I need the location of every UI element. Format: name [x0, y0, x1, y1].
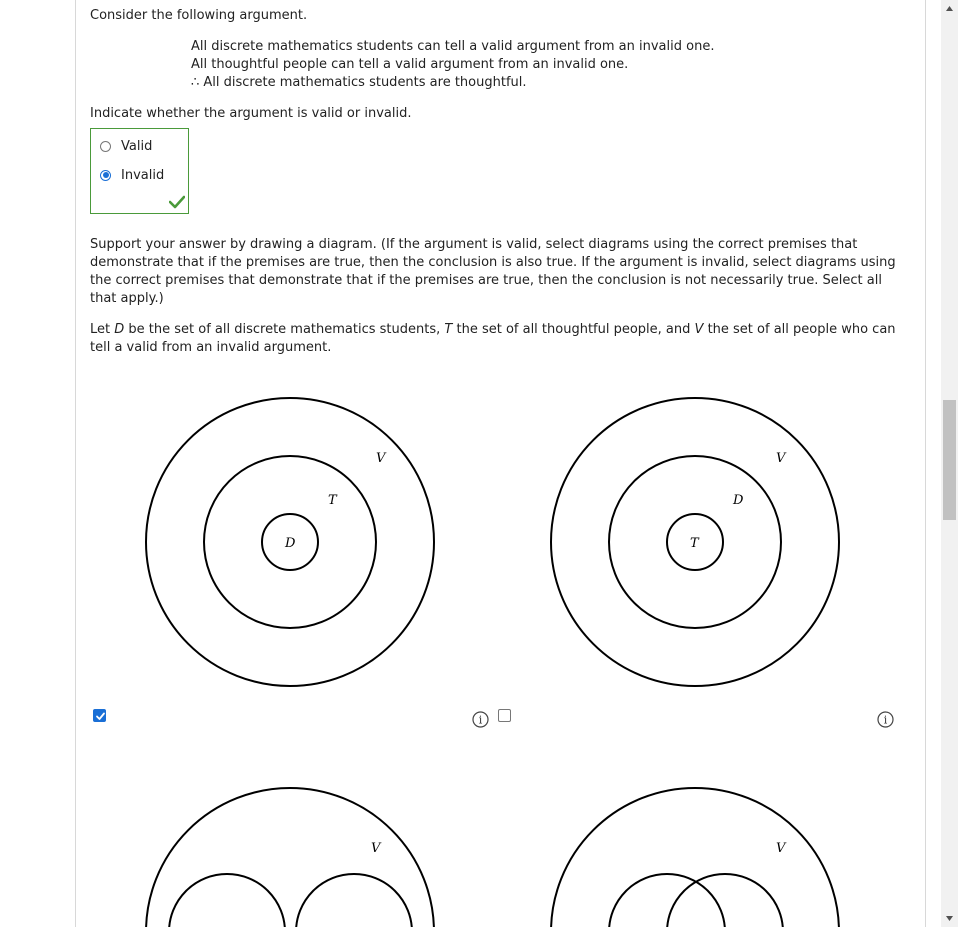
label-v: V: [776, 451, 786, 466]
question-intro: Consider the following argument.: [90, 8, 308, 23]
set-definitions: Let D be the set of all discrete mathematics students, T the set of all thoughtful people, and V the set of all people who can tell a valid from an invalid argument.: [90, 322, 896, 355]
answer-choices: [90, 128, 189, 214]
outer-circle-v: [551, 788, 839, 927]
outer-circle-v: [146, 788, 434, 927]
scrollbar-thumb[interactable]: [943, 400, 956, 520]
label-t: T: [690, 536, 699, 551]
scroll-down-arrow-icon[interactable]: [941, 910, 958, 927]
invalid-label: Invalid: [121, 167, 165, 183]
left-inner-circle: [609, 874, 725, 927]
valid-label: Valid: [121, 138, 153, 154]
invalid-radio[interactable]: [100, 170, 111, 181]
right-inner-circle: [667, 874, 783, 927]
premise-2: All thoughtful people can tell a valid argument from an invalid one.: [191, 57, 629, 72]
scroll-up-arrow-icon[interactable]: [941, 0, 958, 17]
label-v: V: [371, 841, 381, 856]
validity-prompt: Indicate whether the argument is valid or invalid.: [90, 106, 412, 121]
svg-text:i: i: [478, 713, 483, 727]
vertical-scrollbar[interactable]: [941, 0, 958, 927]
label-d: D: [285, 536, 296, 551]
diagram-1-info-icon[interactable]: [472, 711, 489, 728]
right-inner-circle: [296, 874, 412, 927]
option-valid[interactable]: [100, 137, 152, 155]
label-d: D: [733, 493, 744, 508]
premise-1: All discrete mathematics students can tell a valid argument from an invalid one.: [191, 39, 715, 54]
venn-diagram-2: [545, 392, 845, 692]
option-invalid[interactable]: [100, 166, 164, 184]
venn-diagram-1: [140, 392, 440, 692]
checkmark-icon: [95, 711, 106, 722]
conclusion: ∴ All discrete mathematics students are thoughtful.: [191, 75, 527, 90]
correct-check-icon: [169, 195, 185, 209]
diagram-1-checkbox[interactable]: [93, 709, 106, 722]
diagram-2-checkbox[interactable]: [498, 709, 511, 722]
support-instructions: Support your answer by drawing a diagram. (If the argument is valid, select diagrams using the correct premises that demonstrate that if the premises are true, then the conclusion is also true. If the argument is invalid, select diagrams using the correct premises that demonstrate that if the premises are true, then the conclusion is not necessarily true. Select all that apply.): [90, 237, 896, 306]
venn-diagram-4: [545, 782, 845, 927]
label-t: T: [328, 493, 337, 508]
left-inner-circle: [169, 874, 285, 927]
label-v: V: [376, 451, 386, 466]
diagram-2-info-icon[interactable]: [877, 711, 894, 728]
venn-diagram-3: [140, 782, 440, 927]
label-v: V: [776, 841, 786, 856]
valid-radio[interactable]: [100, 141, 111, 152]
svg-text:i: i: [883, 713, 888, 727]
